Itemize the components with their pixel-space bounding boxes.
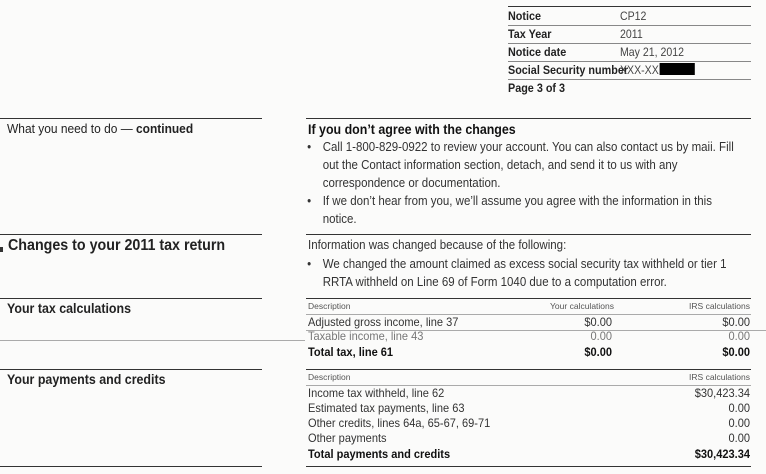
section-divider [0, 466, 262, 467]
redaction-block [660, 63, 695, 75]
bullet-line: We changed the amount claimed as excess social security tax withheld or tier 1 [322, 257, 727, 271]
section-divider [306, 466, 751, 467]
section-divider [0, 298, 262, 299]
col-header-your-calculations: Your calculations [550, 301, 614, 311]
bullet-line: If we don’t hear from you, we’ll assume you agree with the information in this [322, 194, 712, 208]
notice-row [508, 7, 751, 25]
section-divider [306, 369, 751, 370]
notice-label: Notice [508, 9, 542, 23]
row-your-value-total: $0.00 [584, 345, 612, 359]
disagree-title [308, 121, 722, 139]
scan-line [0, 340, 305, 341]
notice-value: CP12 [620, 9, 647, 23]
row-irs-value-total: $30,423.34 [694, 447, 750, 461]
section-divider [0, 118, 262, 119]
what-to-do-label: What you need to do — [7, 121, 133, 136]
bullet-icon: • [307, 257, 312, 271]
row-irs-value: 0.00 [728, 431, 750, 445]
bullet-line: out the Contact information section, detach, and send it to us with any [322, 158, 678, 172]
row-description: Adjusted gross income, line 37 [308, 315, 459, 329]
bullet-line: Call 1-800-829-0922 to review your account. You can also contact us by maii. Fill [322, 140, 734, 154]
ssn-masked-text: XXX-XX [620, 63, 659, 77]
row-irs-value: 0.00 [728, 329, 750, 343]
col-header-description: Description [308, 301, 351, 311]
ssn-label: Social Security number [508, 63, 629, 77]
row-irs-value: 0.00 [728, 401, 750, 415]
section-marker-icon [0, 247, 3, 252]
tax-year-value: 2011 [620, 27, 643, 41]
section-divider [0, 369, 262, 370]
bullet-icon: • [307, 140, 312, 154]
notice-date-row [508, 43, 751, 61]
row-description: Estimated tax payments, line 63 [308, 401, 465, 415]
tax-year-label: Tax Year [508, 27, 552, 41]
row-irs-value: 0.00 [728, 416, 750, 430]
payments-credits-heading: Your payments and credits [7, 372, 166, 387]
row-your-value: 0.00 [590, 329, 612, 343]
row-irs-value-total: $0.00 [722, 345, 750, 359]
tax-year-row [508, 25, 751, 43]
bullet-line: correspondence or documentation. [322, 176, 501, 190]
section-divider [306, 234, 751, 235]
tax-calculations-heading: Your tax calculations [7, 301, 132, 316]
changes-intro: Information was changed because of the following: [308, 238, 567, 252]
bullet-icon: • [307, 194, 312, 208]
notice-date-label: Notice date [508, 45, 567, 59]
row-description: Other credits, lines 64a, 65-67, 69-71 [308, 416, 491, 430]
ssn-value [620, 61, 695, 79]
ssn-row [508, 61, 751, 79]
bullet-line: RRTA withheld on Line 69 of Form 1040 due to a computation error. [322, 275, 667, 289]
section-divider [0, 234, 262, 235]
row-description: Taxable income, line 43 [308, 329, 424, 343]
page-number: Page 3 of 3 [508, 81, 566, 95]
row-irs-value: $30,423.34 [694, 386, 750, 400]
page-row [508, 79, 751, 97]
bullet-line: notice. [322, 212, 357, 226]
row-description: Other payments [308, 431, 387, 445]
row-description-total: Total payments and credits [308, 447, 451, 461]
row-irs-value: $0.00 [722, 315, 750, 329]
what-to-do-heading [7, 121, 193, 136]
col-header-irs-calculations: IRS calculations [689, 301, 750, 311]
section-divider [306, 298, 751, 299]
notice-info-box [508, 0, 751, 100]
disagree-title-text: If you don’t agree with the changes [308, 122, 516, 137]
notice-date-value: May 21, 2012 [620, 45, 684, 59]
col-header-irs-calculations: IRS calculations [689, 372, 750, 382]
col-header-description: Description [308, 372, 351, 382]
changes-heading: Changes to your 2011 tax return [8, 237, 226, 254]
row-description-total: Total tax, line 61 [308, 345, 394, 359]
row-your-value: $0.00 [584, 315, 612, 329]
section-divider [306, 118, 751, 119]
row-description: Income tax withheld, line 62 [308, 386, 445, 400]
continued-label: continued [136, 121, 194, 136]
